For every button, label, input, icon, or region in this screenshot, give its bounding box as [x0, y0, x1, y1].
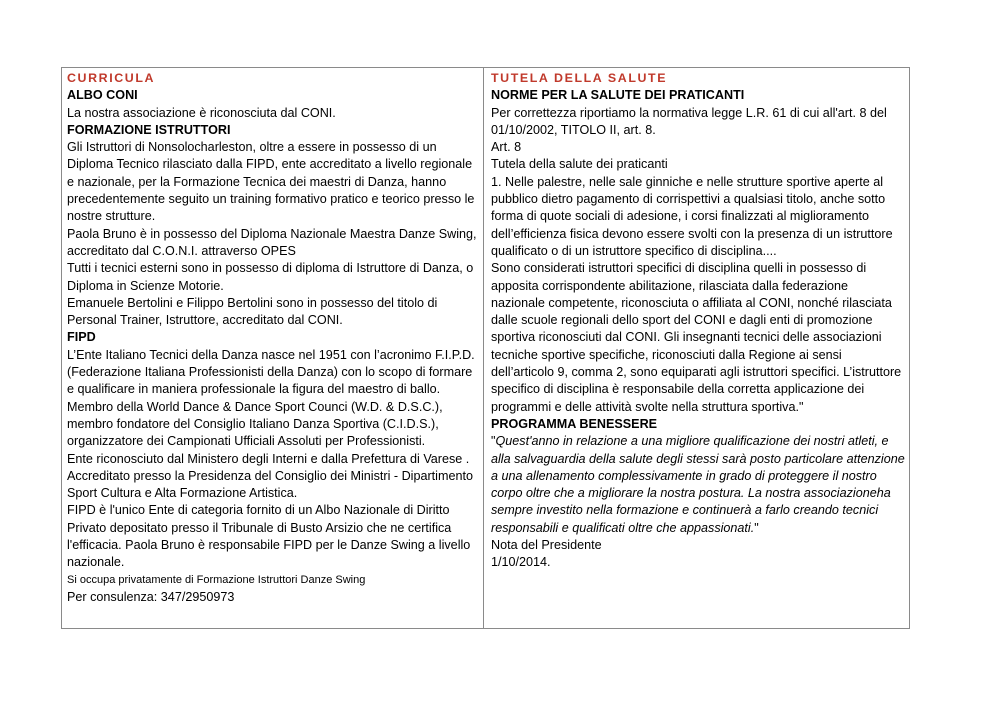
formazione-paragraph-4: Emanuele Bertolini e Filippo Bertolini sono in possesso del titolo di Personal Trainer, Istruttore, accreditato dal CONI.: [67, 295, 438, 328]
tutela-column: [491, 70, 905, 572]
albo-coni-heading: ALBO CONI: [67, 88, 138, 103]
document-date: 1/10/2014.: [491, 555, 551, 570]
fipd-paragraph-1: L’Ente Italiano Tecnici della Danza nasce nel 1951 con l’acronimo F.I.P.D.(Federazione Italiana Professionisti della Danza) con lo scopo di formare e qualificare in maniera professionale la figura del maestro di ballo.: [67, 347, 475, 397]
norme-article-number: Art. 8: [491, 140, 522, 155]
nota-presidente: Nota del Presidente: [491, 538, 602, 553]
fipd-paragraph-4: FIPD è l'unico Ente di categoria fornito di un Albo Nazionale di Diritto Privato depositato presso il Tribunale di Busto Arsizio che ne certifica l'efficacia. Paola Bruno è responsabile FIPD per le Danze Swing a livello nazionale.: [67, 503, 471, 570]
programma-benessere-heading: PROGRAMMA BENESSERE: [491, 416, 658, 431]
albo-coni-text: La nostra associazione è riconosciuta dal CONI.: [67, 105, 336, 120]
fipd-paragraph-2: Membro della World Dance & Dance Sport Counci (W.D. & D.S.C.), membro fondatore del Consiglio Italiano Danza Sportiva (C.I.D.S.), organizzatore dei Campionati Ufficiali Assoluti per Professionisti.: [67, 399, 443, 449]
open-quote: ": [491, 434, 496, 449]
formazione-note: Si occupa privatamente di Formazione Istruttori Danze Swing: [67, 573, 366, 586]
section-title-tutela: TUTELA DELLA SALUTE: [491, 71, 668, 85]
consulenza-phone: Per consulenza: 347/2950973: [67, 589, 235, 604]
column-divider: [483, 67, 484, 629]
formazione-paragraph-2: Paola Bruno è in possesso del Diploma Nazionale Maestra Danze Swing, accreditato dal C.O.N.I. attraverso OPES: [67, 226, 477, 258]
formazione-paragraph-3: Tutti i tecnici esterni sono in possesso di diploma di Istruttore di Danza, o Diploma in Scienze Motorie.: [67, 261, 474, 293]
close-quote: ": [754, 520, 759, 535]
curricula-column: [67, 70, 477, 606]
fipd-paragraph-3: Ente riconosciuto dal Ministero degli Interni e dalla Prefettura di Varese . Accreditato presso la Presidenza del Consiglio dei Ministri - Dipartimento Sport Cultura e Alta Formazione Artistica.: [67, 451, 473, 501]
programma-benessere-text: [491, 433, 905, 537]
formazione-istruttori-heading: FORMAZIONE ISTRUTTORI: [67, 122, 231, 137]
norme-paragraph-2: 1. Nelle palestre, nelle sale ginniche e nelle strutture sportive aperte al pubblico dietro pagamento di corrispettivi a qualsiasi titolo, anche sotto forma di quote sociali di adesione, i corsi finalizzati al miglioramento dell’efficienza fisica devono essere svolti con la presenza di un istruttore qualificato o di un istruttore specifico di disciplina....: [491, 174, 893, 258]
fipd-heading: FIPD: [67, 330, 96, 345]
norme-paragraph-3: Sono considerati istruttori specifici di disciplina quelli in possesso di apposita corrispondente abilitazione, rilasciata dalla federazione nazionale competente, riconosciuta o affiliata al CONI, nonché rilasciata dalle scuole regionali dello sport del CONI e dagli enti di promozione sportiva riconosciuti dal CONI. Gli insegnanti tecnici delle associazioni tecniche sportive specifiche, riconosciuti dalla Regione ai sensi dell’articolo 9, comma 2, sono equiparati agli istruttori specifici. L’istruttore specifico di disciplina è responsabile della corretta applicazione dei programmi e delle attività svolte nella struttura sportiva.": [491, 261, 902, 414]
norme-article-title: Tutela della salute dei praticanti: [491, 157, 668, 172]
norme-heading: NORME PER LA SALUTE DEI PRATICANTI: [491, 88, 745, 103]
programma-italic-text: Quest'anno in relazione a una migliore qualificazione dei nostri atleti, e alla salvaguardia della salute degli stessi sarà posto particolare attenzione a una allenamento complessivamente in grado di proteggere il nostro corpo oltre che a migliorare la nostra postura. La nostra associazioneha sempre investito nella formazione e continuerà a farlo creando tecnici responsabili e qualificati oltre che appassionati.: [491, 434, 905, 535]
formazione-paragraph-1: Gli Istruttori di Nonsolocharleston, oltre a essere in possesso di un Diploma Tecnico rilasciato dalla FIPD, ente accreditato a livello regionale e nazionale, per la Formazione Tecnica dei maestri di Danza, hanno precedentemente seguito un training formativo pratico e teorico presso le nostre strutture.: [67, 140, 475, 224]
section-title-curricula: CURRICULA: [67, 71, 156, 85]
norme-paragraph-1: Per correttezza riportiamo la normativa legge L.R. 61 di cui all'art. 8 del 01/10/2002, TITOLO II, art. 8.: [491, 105, 887, 137]
